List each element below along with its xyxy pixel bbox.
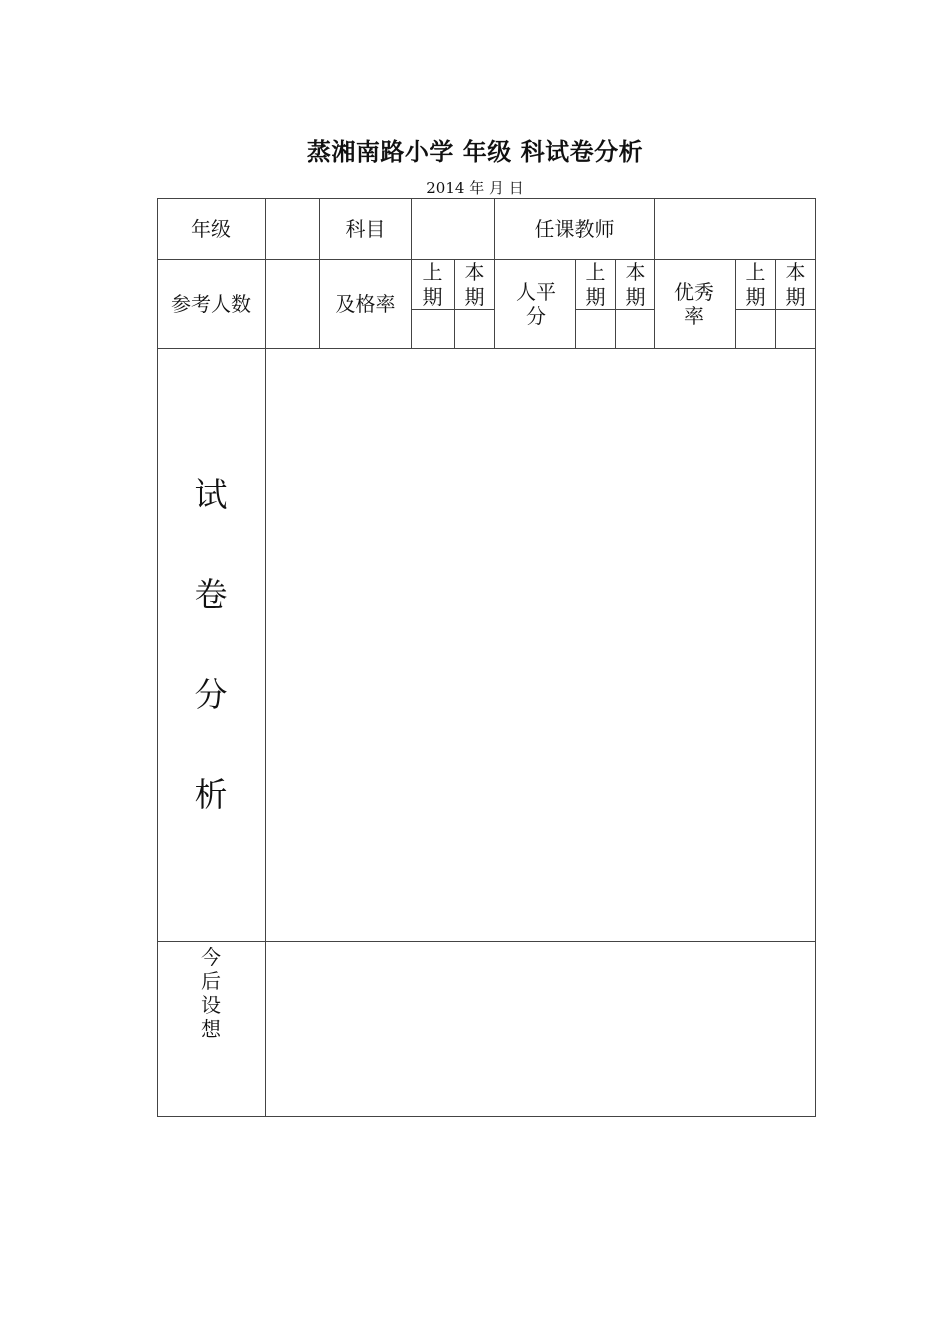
pass-rate-prev-term-label: 上期 bbox=[422, 259, 443, 309]
analysis-label bbox=[195, 445, 228, 845]
label-char: 试 bbox=[194, 475, 228, 514]
label-char: 今 bbox=[201, 945, 221, 969]
pass-rate-label: 及格率 bbox=[335, 292, 396, 316]
table-border-bottom bbox=[157, 1116, 816, 1117]
pass-rate-this-term-label: 本期 bbox=[464, 259, 485, 309]
label-char: 析 bbox=[194, 775, 228, 814]
document-title: 蒸湘南路小学 年级 科试卷分析 bbox=[306, 138, 644, 166]
document-date: 2014 年 月 日 bbox=[426, 179, 524, 197]
avg-score-this-term-field[interactable] bbox=[616, 310, 654, 348]
label-char: 卷 bbox=[194, 575, 228, 614]
pass-rate-prev-term-field[interactable] bbox=[412, 310, 454, 348]
label-char: 后 bbox=[201, 969, 221, 993]
grade-value-field[interactable] bbox=[266, 198, 319, 259]
subject-value-field[interactable] bbox=[412, 198, 494, 259]
teacher-value-field[interactable] bbox=[655, 198, 815, 259]
label-char: 设 bbox=[201, 993, 221, 1017]
analysis-label-cell bbox=[157, 349, 265, 941]
label-char: 分 bbox=[194, 675, 228, 714]
avg-score-prev-term-label: 上期 bbox=[585, 259, 606, 309]
excellent-rate-this-term-field[interactable] bbox=[776, 310, 815, 348]
future-label bbox=[201, 945, 221, 1115]
participants-label: 参考人数 bbox=[171, 292, 251, 316]
label-char: 想 bbox=[201, 1017, 221, 1041]
table-border-right bbox=[815, 198, 816, 1117]
future-label-cell bbox=[157, 945, 265, 1115]
pass-rate-this-term-field[interactable] bbox=[455, 310, 494, 348]
excellent-rate-this-term-label: 本期 bbox=[785, 259, 806, 309]
avg-score-this-term-label: 本期 bbox=[625, 259, 646, 309]
analysis-content-area[interactable] bbox=[266, 349, 815, 941]
subject-label: 科目 bbox=[345, 216, 386, 241]
grade-label: 年级 bbox=[191, 216, 231, 241]
excellent-rate-prev-term-field[interactable] bbox=[736, 310, 775, 348]
teacher-label: 任课教师 bbox=[534, 216, 615, 241]
avg-score-label: 人平分 bbox=[516, 280, 556, 328]
excellent-rate-prev-term-label: 上期 bbox=[745, 259, 766, 309]
excellent-rate-label: 优秀率 bbox=[674, 280, 714, 328]
participants-value-field[interactable] bbox=[266, 260, 319, 348]
analysis-form-table bbox=[157, 198, 816, 1117]
avg-score-prev-term-field[interactable] bbox=[576, 310, 615, 348]
future-content-area[interactable] bbox=[266, 942, 815, 1116]
